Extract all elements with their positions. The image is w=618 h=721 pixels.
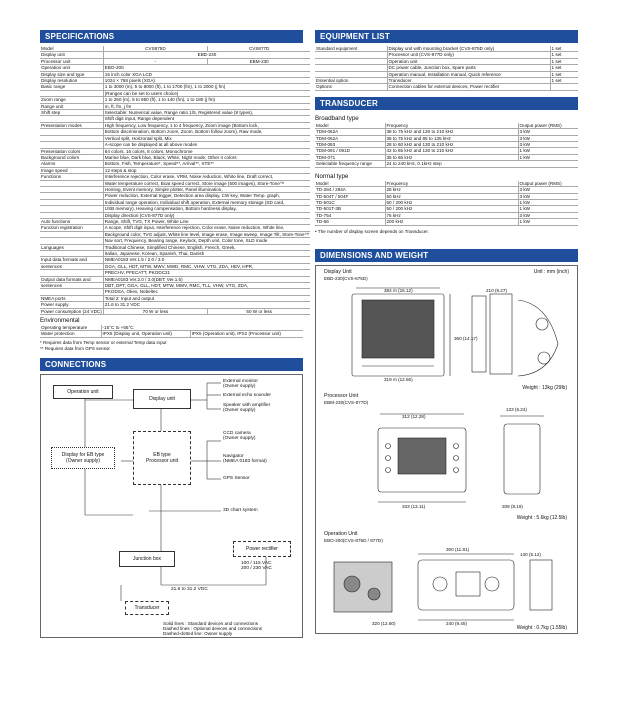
table-row: Image speed 12 steps & stop bbox=[40, 167, 310, 173]
connections-header: CONNECTIONS bbox=[40, 358, 303, 371]
env-row: Operating temperature -15°C to +55°C bbox=[40, 325, 303, 331]
table-row: Zoom range 1 to 260 (m), 5 to 950 (ft), 1 to 140 (fm), 1 to 180 (j fm) bbox=[40, 97, 310, 103]
table-row: TD-284 / 284A 28 kHz 3 kW bbox=[315, 187, 578, 193]
table-row: Languages Traditional Chinese, Simplified Chinese, English, French, Greek, bbox=[40, 244, 310, 250]
normal-title: Normal type bbox=[315, 172, 349, 180]
table-row: Shift step Selectable: Numerical value, Range ratio 1/5, Registered value (8 types), bbox=[40, 110, 310, 116]
chart3d-label: 3D chart system bbox=[223, 507, 258, 513]
display-weight: Weight : 13kg (29lb) bbox=[522, 384, 567, 391]
table-row: Standard equipment Display unit with mounting bracket (CVS-875D only) 1 set bbox=[315, 46, 578, 52]
power-consumption-row: Power consumption (24 VDC) 70 W or less 50 W or less bbox=[40, 308, 310, 314]
external-echo-label: External echo sounder bbox=[223, 392, 271, 398]
table-row: Background color, TVG adjust, White line level, Image erase, Image sweep, Image Tilt, Store-Tone™ bbox=[40, 231, 310, 237]
normal-head-row: Model Frequency Output power (RMS) bbox=[315, 181, 578, 187]
equipment-list-header: EQUIPMENT LIST bbox=[315, 30, 578, 43]
equip-body bbox=[315, 46, 578, 90]
table-row: Shift digit input, Range dependent bbox=[40, 116, 310, 122]
right-column bbox=[315, 30, 578, 634]
ac-label: 100 / 115 VAC 200 / 230 VAC bbox=[241, 560, 272, 572]
processor-dim-4: 133 (5.24) bbox=[506, 406, 527, 412]
operation-unit-box: Operation unit bbox=[53, 385, 113, 399]
specifications-header: SPECIFICATIONS bbox=[40, 30, 303, 43]
spec-row: Display unit EBD-230 bbox=[40, 52, 310, 58]
table-row: NMEA ports Total 2: Input and output bbox=[40, 295, 310, 301]
spec-note-2: ** Requires data from GPS sensor bbox=[40, 345, 110, 351]
table-row: TD-501C 50 / 200 kHz 1 kW bbox=[315, 199, 578, 205]
table-row: TD-754 75 kHz 3 kW bbox=[315, 212, 578, 218]
display-dim-inner: 319 m (12.56) bbox=[384, 376, 413, 382]
connections-legend: Solid lines : Standard devices and connections Dashed lines : Optional devices and connections Dashed-dotted line: Owner supply bbox=[163, 620, 263, 637]
operation-unit-name: Operation Unit bbox=[324, 530, 358, 537]
table-row: PRECHV, PFECATT, PKODC21 bbox=[40, 270, 310, 276]
table-row: USB memory), Heaving compensation, Bottom hardness display, bbox=[40, 206, 310, 212]
table-row: Bottom discrimination, Bottom zoom, Zoom, Bottom follow zoom), Raw mode, bbox=[40, 129, 310, 135]
eb-processor-box: EB type Processor unit bbox=[133, 431, 191, 485]
normal-body bbox=[315, 187, 578, 225]
operation-dim-3: 130 (5.12) bbox=[520, 551, 541, 557]
spec-row: Processor unit - EBM-230 bbox=[40, 58, 310, 64]
table-row: (Ranges can be set to users choice) bbox=[40, 90, 310, 96]
display-dim-depth: 210 (8.27) bbox=[486, 287, 507, 293]
spec-body bbox=[40, 65, 310, 308]
operation-weight: Weight : 0.7kg (1.55lb) bbox=[516, 624, 567, 631]
table-row: Individual range operation, Individual shift operation, External memory storage (SD card, bbox=[40, 199, 310, 205]
table-row: Operation manual, Installation manual, Quick reference 1 set bbox=[315, 71, 578, 77]
table-row: Operation unit EBO-200 bbox=[40, 65, 310, 71]
unit-note: Unit : mm (inch) bbox=[533, 268, 569, 275]
specifications-table bbox=[40, 46, 310, 315]
table-row: Power supply 21.6 to 31.2 VDC bbox=[40, 302, 310, 308]
table-row: TD-66 200 kHz 1 kW bbox=[315, 219, 578, 225]
connections-diagram bbox=[40, 374, 303, 638]
processor-dim-2: 333 (13.11) bbox=[402, 503, 426, 509]
table-row: sentences DBT, DPT, GGA, GLL, HDT, MTW, MWV, RMC, TLL, VHW, VTG, ZDA, bbox=[40, 283, 310, 289]
table-row: Power reduction, External trigger, Detection area display, CW key, Water Temp. graph, bbox=[40, 193, 310, 199]
table-row: Options Connection cables for external devices, Power rectifier bbox=[315, 84, 578, 90]
display-unit-model: EBD-230(CVS-875D) bbox=[324, 275, 368, 281]
table-row: Operation unit 1 set bbox=[315, 58, 578, 64]
transducer-note: • The number of display screen depends on Transducer. bbox=[315, 228, 429, 234]
left-column bbox=[40, 30, 310, 638]
table-row: TDM-083 28 to 60 kHz and 130 to 210 kHz 3 kW bbox=[315, 142, 578, 148]
external-monitor-label: External monitor (Owner supply) bbox=[223, 378, 258, 390]
dimensions-header: DIMENSIONS AND WEIGHT bbox=[315, 249, 578, 262]
table-row: Vertical split, Horizontal split, Mix bbox=[40, 135, 310, 141]
dimensions-panel bbox=[315, 265, 578, 634]
processor-unit-drawing bbox=[322, 406, 572, 526]
broadband-head-row: Model Frequency Output power (RMS) bbox=[315, 123, 578, 129]
display-unit-box: Display unit bbox=[133, 389, 191, 409]
broadband-title: Broadband type bbox=[315, 114, 359, 122]
table-row: sentences GGA, GLL, HDT, MTW, MWV, MWD, RMC, VHW, VTG, ZDA, HEV, HPR, bbox=[40, 263, 310, 269]
normal-table bbox=[315, 181, 578, 226]
table-row: TDM-062A 38 to 75 kHz and 85 to 135 kHz 3 kW bbox=[315, 135, 578, 141]
table-row: Homing, Event memory, Simple plotter, Panel illumination, bbox=[40, 186, 310, 192]
processor-dim-3: 208 (8.19) bbox=[502, 503, 523, 509]
environmental-title: Environmental bbox=[40, 317, 80, 325]
table-row: Alarms Bottom, Fish, Temperature*, Speed**, Arrival**, XTE** bbox=[40, 161, 310, 167]
transducer-header: TRANSDUCER bbox=[315, 97, 578, 110]
junction-box: Junction box bbox=[119, 551, 175, 567]
processor-weight: Weight : 5.6kg (12.5lb) bbox=[516, 514, 567, 521]
processor-unit-name: Processor Unit bbox=[324, 392, 359, 399]
operation-dim-4: 320 (12.60) bbox=[372, 620, 396, 626]
broadband-table bbox=[315, 123, 578, 168]
display-dim-height: 360 (14.17) bbox=[454, 335, 478, 341]
operation-dim-2: 240 (9.45) bbox=[446, 620, 467, 626]
display-dim-width: 384 m (15.12) bbox=[384, 287, 413, 293]
dc-label: 21.6 to 31.2 VDC bbox=[171, 586, 208, 592]
table-row: A-scope can be displayed at all above modes bbox=[40, 142, 310, 148]
table-row: Water temperature correct, Boat speed correct, Store image (500 images), Store-Tone™ bbox=[40, 180, 310, 186]
spec-head-row: Model CVS875D CVS877D bbox=[40, 46, 310, 52]
table-row: TDM-062A 38 to 75 kHz and 130 to 210 kHz 3 kW bbox=[315, 129, 578, 135]
processor-dim-1: 312 (12.28) bbox=[402, 413, 426, 419]
gps-sensor-label: GPS Sensor bbox=[223, 475, 250, 481]
table-row: TD-501T-3B 50 / 200 kHz 1 kW bbox=[315, 206, 578, 212]
table-row: Presentation modes High frequency, Low frequency, 1 to 4 frequency, Zoom image (Bottom lock, bbox=[40, 122, 310, 128]
table-row: DC power cable, Junction box, Spare parts 1 set bbox=[315, 65, 578, 71]
table-row: Display direction (CVS-877D only) bbox=[40, 212, 310, 218]
table-row: TDM-091 / 091D 42 to 65 kHz and 130 to 210 kHz 1 kW bbox=[315, 148, 578, 154]
table-row: PKODSA, Okex, Nobeltec bbox=[40, 289, 310, 295]
table-row: Nav sort, Frequency, Bearing range, Keylock, Depth unit, Color tone, SLD mode bbox=[40, 238, 310, 244]
processor-unit-model: EBM-230(CVS-877D) bbox=[324, 399, 369, 405]
table-row: Display resolution 1024 × 768 pixels (XGA) bbox=[40, 78, 310, 84]
table-row: Background colors Marine blue, Dark blue, Black, White, Night mode; Other 4 colors bbox=[40, 154, 310, 160]
table-row: Essential option Transducer 1 set bbox=[315, 78, 578, 84]
table-row: Function registration A scope, Shift digit input, Interference rejection, Color erase, Noise reduction, White line, bbox=[40, 225, 310, 231]
table-row: Functions Interference rejection, Color erase, VRM, Noise reduction, White line, Draft correct, bbox=[40, 174, 310, 180]
operation-unit-model: EBO-200(CVS-875D / 877D) bbox=[324, 537, 383, 543]
spec-note-1: * Requires data from Temp sensor or external Temp data input bbox=[40, 339, 167, 345]
broad-body bbox=[315, 129, 578, 161]
table-row: Presentation colors 64 colors, 16 colors, 8 colors, Monochrome bbox=[40, 148, 310, 154]
display-unit-name: Display Unit bbox=[324, 268, 352, 275]
speaker-label: Speaker with amplifier (Owner supply) bbox=[223, 402, 271, 414]
table-row: Italian, Japanese, Korean, Spanish, Thai, Danish bbox=[40, 251, 310, 257]
table-row: Input data formats and NMEA0183 Ver.1.5 / 2.0 / 3.0 bbox=[40, 257, 310, 263]
ccd-camera-label: CCD camera (Owner supply) bbox=[223, 430, 256, 442]
table-row: TDM-071 35 to 65 kHz 1 kW bbox=[315, 154, 578, 160]
display-eb-type-box: Display for EB type (Owner supply) bbox=[51, 447, 115, 469]
env-row: Water protection IPX5 (Display unit, Operation unit) IPX5 (Operation unit), IPX2 (Processor unit) bbox=[40, 331, 303, 337]
display-unit-drawing bbox=[322, 284, 572, 394]
operation-dim-1: 300 (11.81) bbox=[446, 546, 470, 552]
table-row: Range unit m, ft, fm, j fm bbox=[40, 103, 310, 109]
table-row: Output data formats and NMEA0183 Ver.2.0 / 3.0(DBT: Ver.1.5) bbox=[40, 276, 310, 282]
transducer-box: Transducer bbox=[125, 601, 169, 615]
equipment-table bbox=[315, 46, 578, 91]
table-row: TD-504T / 504F 50 kHz 3 kW bbox=[315, 193, 578, 199]
environmental-table bbox=[40, 325, 303, 338]
connection-lines bbox=[41, 375, 304, 639]
table-row: Display size and type 15 inch color XGA LCD bbox=[40, 71, 310, 77]
table-row: Auto functions Range, Shift, TVG, TX Power, White Line bbox=[40, 218, 310, 224]
table-row: Basic range 1 to 3000 (m), 5 to 8000 (ft), 1 to 1700 (fm), 1 to 2000 (j fm) bbox=[40, 84, 310, 90]
power-rectifier-box: Power rectifier bbox=[233, 541, 291, 557]
selectable-row: Selectable frequency range 24 to 240 kHz, 0.1kHz step bbox=[315, 161, 578, 167]
table-row: Processor unit (CVS-877D only) 1 set bbox=[315, 52, 578, 58]
navigator-label: Navigator (NMEA 0183 format) bbox=[223, 453, 267, 465]
